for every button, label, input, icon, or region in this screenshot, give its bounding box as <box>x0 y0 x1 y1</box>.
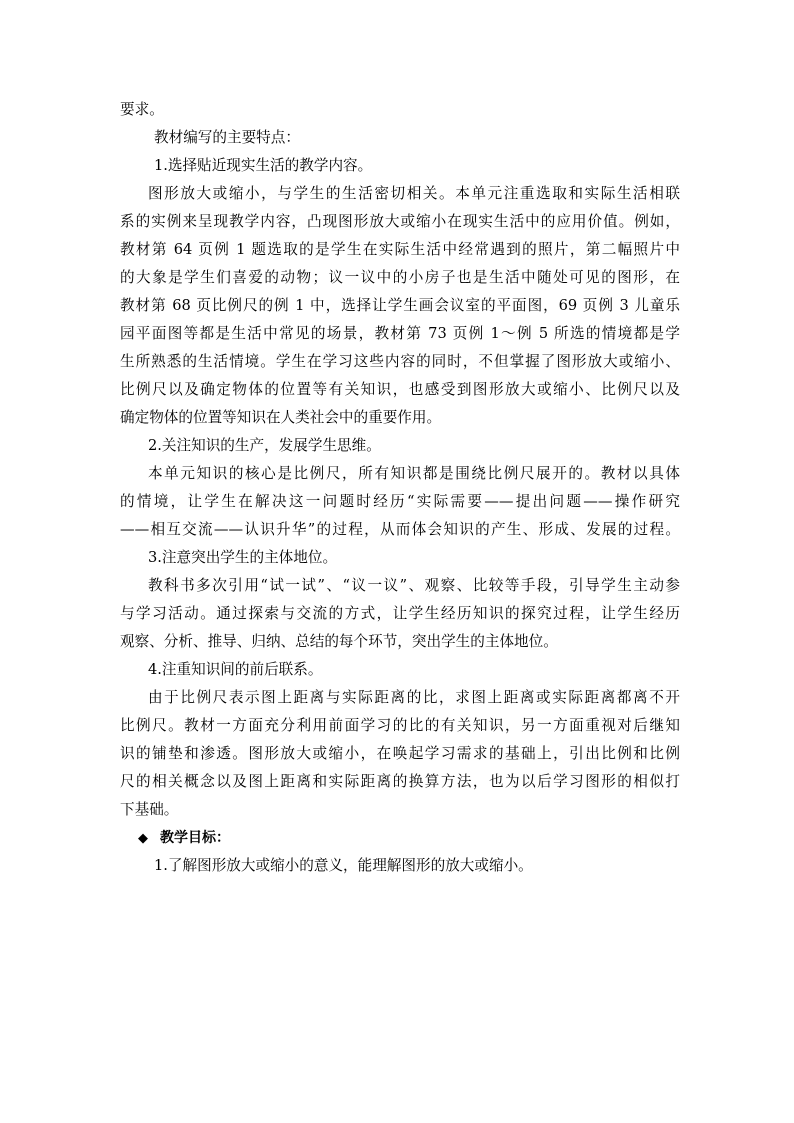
text-line-18: 与学习活动。通过探索与交流的方式，让学生经历知识的探究过程，让学生经历 <box>120 605 680 622</box>
objective-1: 1.了解图形放大或缩小的意义，能理解图形的放大或缩小。 <box>154 857 533 874</box>
text-line-22: 比例尺。教材一方面充分利用前面学习的比的有关知识，另一方面重视对后继知 <box>120 717 680 734</box>
point-heading-3: 3.注意突出学生的主体地位。 <box>148 549 338 566</box>
section-heading-objectives <box>120 824 680 852</box>
point-heading-1: 1.选择贴近现实生活的教学内容。 <box>154 157 373 174</box>
text-line-3: 图形放大或缩小，与学生的生活密切相关。本单元注重选取和实际生活相联 <box>148 185 680 202</box>
diamond-bullet-icon: ◆ <box>138 831 148 846</box>
text-line-15: ——相互交流——认识升华”的过程，从而体会知识的产生、形成、发展的过程。 <box>120 521 680 538</box>
text-line-21: 由于比例尺表示图上距离与实际距离的比，求图上距离或实际距离都离不开 <box>148 689 680 706</box>
text-line-14: 的情境，让学生在解决这一问题时经历“实际需要——提出问题——操作研究 <box>120 493 680 510</box>
text-line-11: 确定物体的位置等知识在人类社会中的重要作用。 <box>120 409 442 426</box>
text-line-0: 要求。 <box>120 101 164 118</box>
text-line-25: 下基础。 <box>120 801 179 818</box>
text-line-8: 园平面图等都是生活中常见的场景，教材第 73 页例 1～例 5 所选的情境都是学 <box>120 325 680 342</box>
document-page <box>120 96 680 880</box>
section-heading-features: 教材编写的主要特点： <box>154 129 300 146</box>
text-line-9: 生所熟悉的生活情境。学生在学习这些内容的同时，不但掌握了图形放大或缩小、 <box>120 353 680 370</box>
text-line-4: 系的实例来呈现教学内容，凸现图形放大或缩小在现实生活中的应用价值。例如， <box>120 213 680 230</box>
objectives-title: 教学目标： <box>160 830 230 846</box>
text-line-13: 本单元知识的核心是比例尺，所有知识都是围绕比例尺展开的。教材以具体 <box>148 465 680 482</box>
point-heading-4: 4.注重知识间的前后联系。 <box>148 661 323 678</box>
text-line-19: 观察、分析、推导、归纳、总结的每个环节，突出学生的主体地位。 <box>120 633 558 650</box>
text-line-24: 尺的相关概念以及图上距离和实际距离的换算方法，也为以后学习图形的相似打 <box>120 773 680 790</box>
text-line-5: 教材第 64 页例 1 题选取的是学生在实际生活中经常遇到的照片，第二幅照片中 <box>120 241 680 258</box>
text-line-6: 的大象是学生们喜爱的动物；议一议中的小房子也是生活中随处可见的图形，在 <box>120 269 680 286</box>
point-heading-2: 2.关注知识的生产，发展学生思维。 <box>148 437 381 454</box>
text-line-7: 教材第 68 页比例尺的例 1 中，选择让学生画会议室的平面图，69 页例 3 儿童乐 <box>120 297 680 314</box>
text-line-23: 识的铺垫和渗透。图形放大或缩小，在唤起学习需求的基础上，引出比例和比例 <box>120 745 680 762</box>
text-line-10: 比例尺以及确定物体的位置等有关知识，也感受到图形放大或缩小、比例尺以及 <box>120 381 680 398</box>
text-line-17: 教科书多次引用“试一试”、“议一议”、观察、比较等手段，引导学生主动参 <box>148 577 680 594</box>
